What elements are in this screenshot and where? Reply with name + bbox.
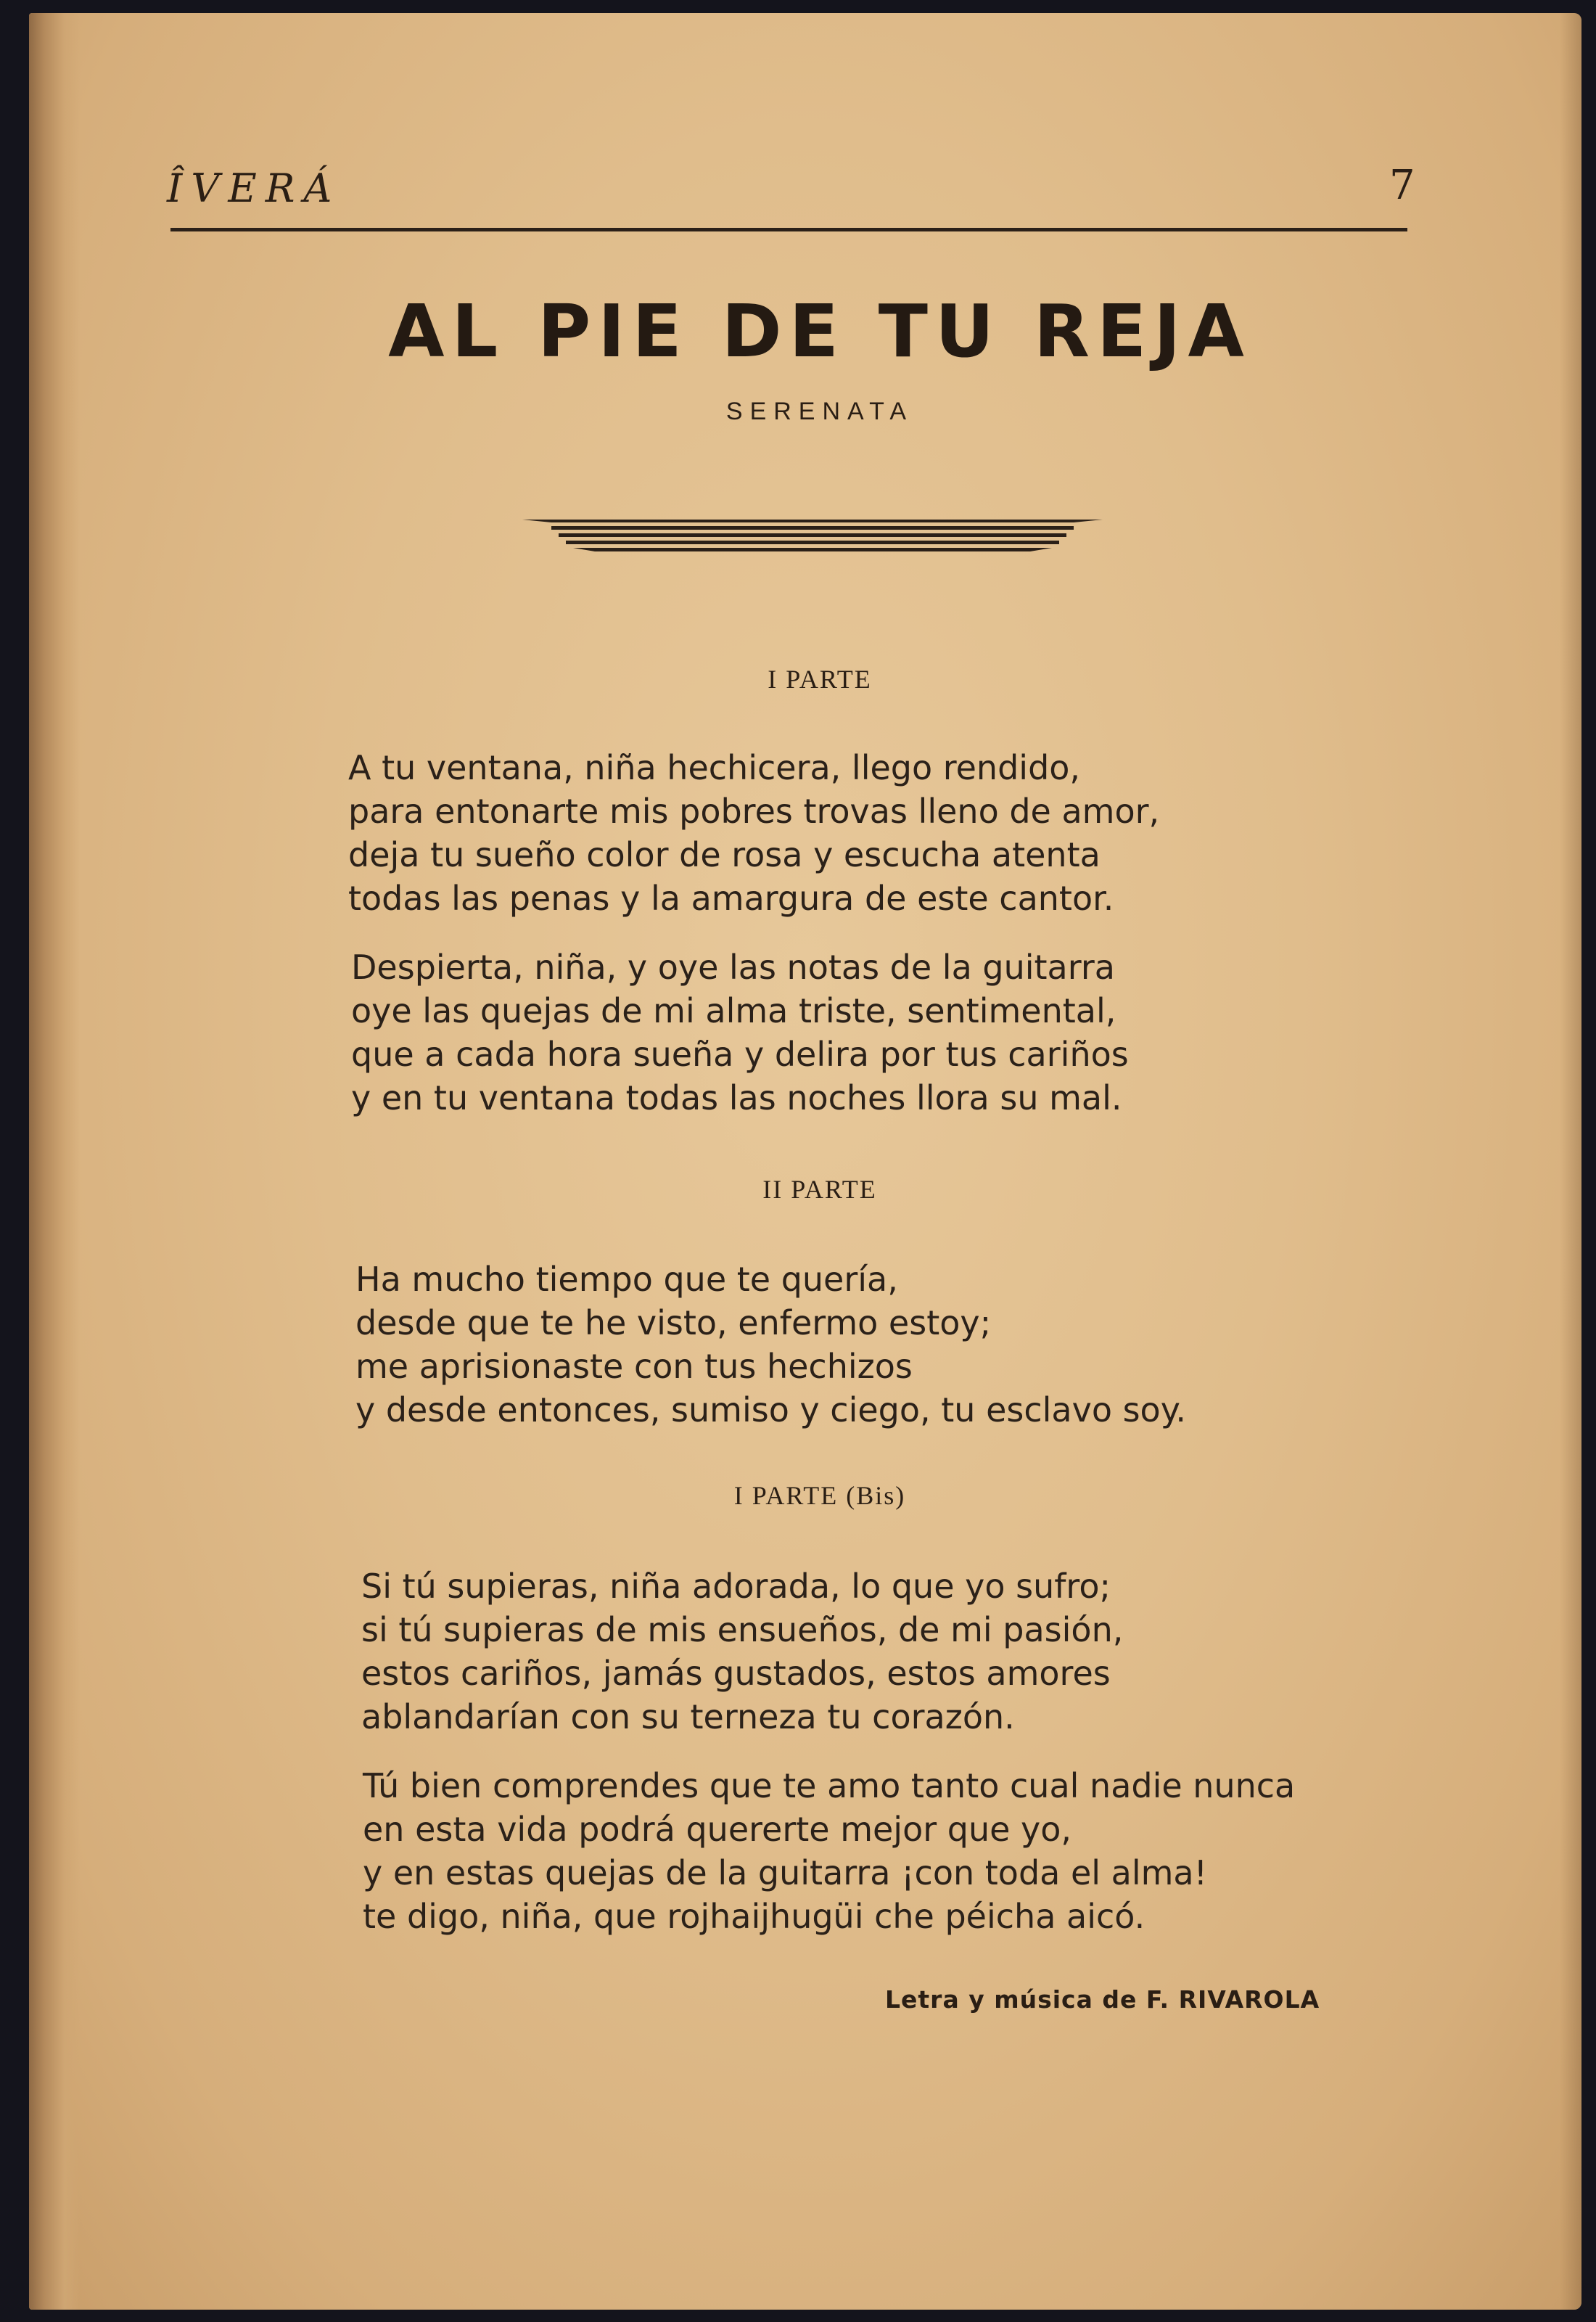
verse-line: Tú bien comprendes que te amo tanto cual nadie nunca [363, 1766, 1296, 1805]
verse-line: en esta vida podrá quererte mejor que yo, [363, 1810, 1072, 1849]
stanza-5 [363, 1764, 1295, 1938]
verse-line: Ha mucho tiempo que te quería, [355, 1260, 898, 1299]
decorative-lines-ornament [522, 506, 1103, 565]
verse-line: deja tu sueño color de rosa y escucha atenta [348, 835, 1101, 874]
verse-line: que a cada hora sueña y delira por tus cariños [351, 1035, 1129, 1074]
verse-line: oye las quejas de mi alma triste, sentimental, [351, 991, 1116, 1030]
verse-line: y en tu ventana todas las noches llora su mal. [351, 1078, 1122, 1117]
verse-line: me aprisionaste con tus hechizos [355, 1347, 913, 1386]
verse-line: y en estas quejas de la guitarra ¡con toda el alma! [363, 1853, 1208, 1892]
verse-line: todas las penas y la amargura de este cantor. [348, 879, 1114, 918]
song-subtitle: SERENATA [725, 398, 914, 425]
verse-line: estos cariños, jamás gustados, estos amores [361, 1654, 1111, 1693]
page-number: 7 [1389, 162, 1415, 209]
section-heading-1: I PARTE [768, 665, 872, 694]
section-heading-2: II PARTE [762, 1175, 877, 1204]
verse-line: si tú supieras de mis ensueños, de mi pasión, [361, 1610, 1124, 1649]
verse-line: Si tú supieras, niña adorada, lo que yo sufro; [361, 1567, 1111, 1606]
stanza-1 [348, 746, 1159, 920]
book-page [29, 13, 1581, 2310]
author-credit: Letra y música de F. RIVAROLA [885, 1985, 1320, 2014]
stanza-2 [351, 945, 1129, 1120]
verse-line: y desde entonces, sumiso y ciego, tu esclavo soy. [355, 1390, 1186, 1429]
header-rule [170, 228, 1407, 231]
section-heading-3: I PARTE (Bis) [733, 1481, 906, 1510]
verse-line: para entonarte mis pobres trovas lleno de amor, [348, 792, 1160, 831]
stanza-3 [355, 1258, 1186, 1432]
verse-line: ablandarían con su terneza tu corazón. [361, 1697, 1015, 1736]
verse-line: Despierta, niña, y oye las notas de la guitarra [351, 948, 1115, 987]
verse-line: te digo, niña, que rojhaijhugüi che péicha aicó. [363, 1897, 1145, 1936]
verse-line: A tu ventana, niña hechicera, llego rendido, [348, 748, 1081, 787]
verse-line: desde que te he visto, enfermo estoy; [355, 1303, 992, 1342]
page-content [29, 13, 1581, 2310]
running-head-title: ÎVERÁ [167, 165, 341, 211]
song-title: AL PIE DE TU REJA [388, 289, 1251, 374]
stanza-4 [361, 1564, 1123, 1739]
